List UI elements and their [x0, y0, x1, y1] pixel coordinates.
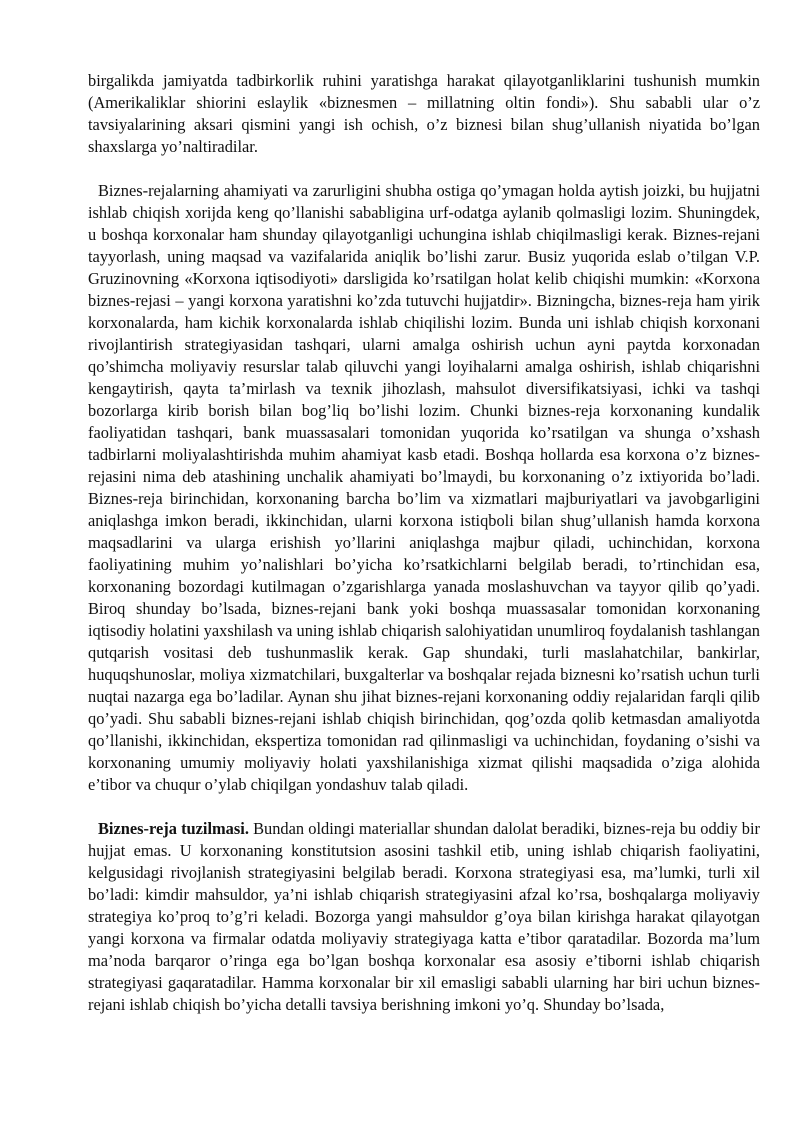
section-heading: Biznes-reja tuzilmasi. — [98, 819, 249, 838]
paragraph-body: Bundan oldingi materiallar shundan dalolat beradiki, biznes-reja bu oddiy bir hujjat emas. U korxonaning konstitutsion asosini tashkil etib, uning ishlab chiqarish faoliyatini, kelgusidagi rivojlanish strategiyasini belgilab beradi. Korxona strategiyasi esa, ma’lumki, turli xil bo’ladi: kimdir mahsuldor, ya’ni ishlab chiqarish strategiyasini afzal ko’rsa, boshqalarga moliyaviy strategiya ko’proq to’g’ri keladi. Bozorga yangi mahsuldor g’oya bilan kirishga harakat qilayotgan yangi korxona va firmalar odatda moliyaviy strategiyaga katta e’tibor qaratadilar. Bozorda ma’lum ma’noda barqaror o’ringa ega bo’lgan boshqa korxonalar esa asosiy e’tiborni ishlab chiqarish strategiyasi gaqaratadilar. Hamma korxonalar bir xil emasligi sababli ularning har biri uchun biznes-rejani ishlab chiqish bo’yicha detalli tavsiya berishning imkoni yo’q. Shunday bo’lsada, — [88, 819, 760, 1014]
paragraph-intro: birgalikda jamiyatda tadbirkorlik ruhini yaratishga harakat qilayotganliklarini tushunish mumkin (Amerikaliklar shiorini eslaylik «biznesmen – millatning oltin fondi»). Shu sababli ular o’z tavsiyalarining aksari qismini yangi ish ochish, o’z biznesi bilan shug’ullanish niyatida bo’lgan shaxslarga yo’naltiradilar. — [88, 71, 760, 156]
document-page — [88, 70, 760, 1016]
paragraph-gap — [88, 158, 760, 180]
paragraph-business-plan-importance: Biznes-rejalarning ahamiyati va zarurligini shubha ostiga qo’ymagan holda aytish joizki, bu hujjatni ishlab chiqish xorijda keng qo’llanishi sababligina urf-odatga aylanib qolmasligi lozim. Shuningdek, u boshqa korxonalar ham shunday qilayotganligi uchungina ishlab chiqilmasligi kerak. Biznes-rejani tayyorlash, uning maqsad va vazifalarida aniqlik bo’lishi zarur. Busiz yuqorida eslab o’tilgan V.P. Gruzinovning «Korxona iqtisodiyoti» darsligida ko’rsatilgan holat kelib chiqishi mumkin: «Korxona biznes-rejasi – yangi korxona yaratishni ko’zda tutuvchi hujjatdir». Bizningcha, biznes-reja ham yirik korxonalarda, ham kichik korxonalarda ishlab chiqilishi lozim. Bunda uni ishlab chiqish korxonani rivojlantirish strategiyasidan tashqari, ularni amalga oshirish uchun ayni paytda korxonadan qo’shimcha moliyaviy resurslar talab qiluvchi yangi loyihalarni amalga oshirish, ishlab chiqarishni kengaytirish, qayta ta’mirlash va texnik jihozlash, mahsulot diversifikatsiyasi, ichki va tashqi bozorlarga kirib borish bilan bog’liq bo’lishi lozim. Chunki biznes-reja korxonaning kundalik faoliyatidan tashqari, bank muassasalari tomonidan yuqorida ko’rsatilgan va shunga o’xshash tadbirlarni moliyalashtirishda muhim ahamiyat kasb etadi. Boshqa hollarda esa korxona o’z biznes-rejasini nima deb atashining unchalik ahamiyati bo’lmaydi, bu korxonaning o’z ixtiyorida bo’ladi. Biznes-reja birinchidan, korxonaning barcha bo’lim va xizmatlari majburiyatlari va javobgarligini aniqlashga imkon beradi, ikkinchidan, ularni korxona istiqboli bilan shug’ullanish hamda korxona maqsadlarini va ularga erishish yo’llarini aniqlashga majbur qiladi, uchinchidan, korxona faoliyatining muhim yo’nalishlari bo’yicha ko’rsatkichlarni belgilab beradi, to’rtinchidan esa, korxonaning bozordagi kutilmagan o’zgarishlarga yanada moslashuvchan va tayyor qilib qo’yadi. Biroq shunday bo’lsada, biznes-rejani bank yoki boshqa muassasalar tomonidan korxonaning iqtisodiy holatini yaxshilash va uning ishlab chiqarish salohiyatidan unumliroq foydalanish tashlangan qutqarish vositasi deb tushunmaslik kerak. Gap shundaki, turli maslahatchilar, bankirlar, huquqshunoslar, moliya xizmatchilari, buxgalterlar va boshqalar rejada biznesni ko’rsatish uchun turli nuqtai nazarga ega bo’ladilar. Aynan shu jihat biznes-rejani korxonaning oddiy rejalaridan farqli qilib qo’yadi. Shu sababli biznes-rejani ishlab chiqish birinchidan, qog’ozda qolib ketmasdan amaliyotda qo’llanishi, ikkinchidan, ekspertiza tomonidan rad qilinmasligi va uchinchidan, foydaning o’sishi va korxonaning umumiy moliyaviy holati yaxshilanishiga xizmat qilishi maqsadida o’ziga alohida e’tibor va chuqur o’ylab chiqilgan yondashuv talab qiladi. — [88, 181, 760, 794]
paragraph-business-plan-structure — [88, 818, 760, 1016]
paragraph-gap — [88, 796, 760, 818]
